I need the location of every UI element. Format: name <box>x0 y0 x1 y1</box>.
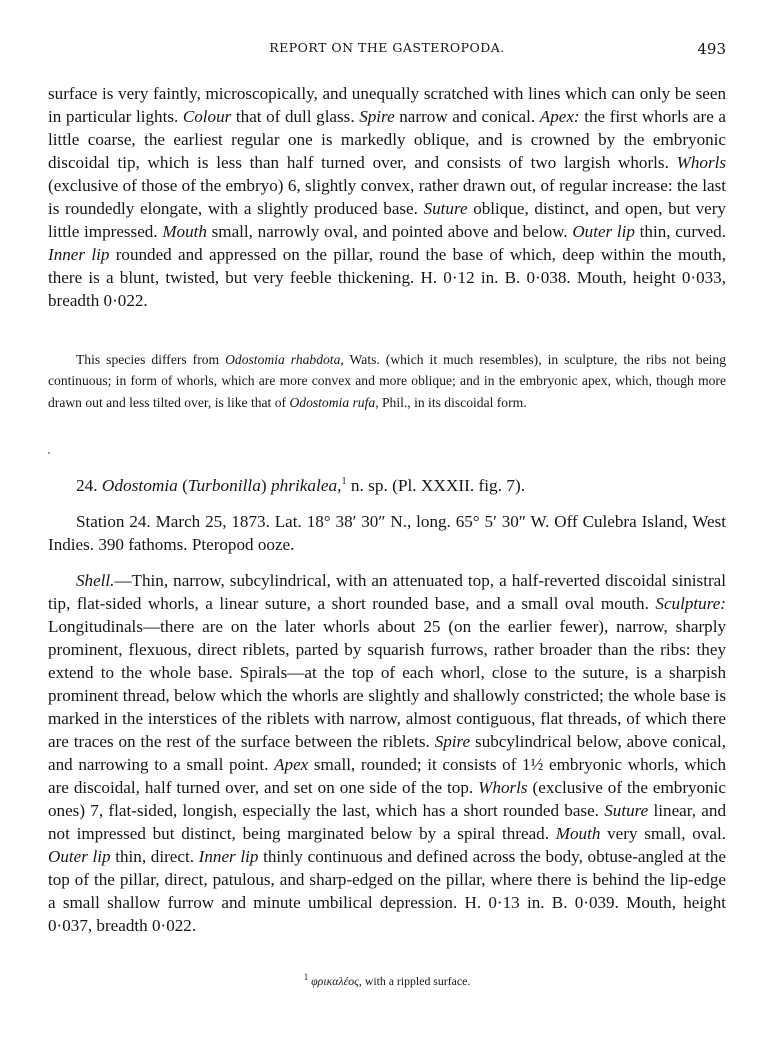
species-name: Odostomia rufa <box>289 394 376 410</box>
shell-description: Shell.—Thin, narrow, subcylindrical, with an attenuated top, a half-reverted discoidal sinistral tip, flat-sided whorls, a linear suture, a short rounded base, and a small oval mouth. Sculpture: Longitudinals—there are on the later whorls about 25 (on the earlier fewer), narrow, sharply prominent, flexuous, direct riblets, parted by squarish furrows, rather broader than the ribs: they extend to the whole base. Spirals—at the top of each whorl, close to the suture, is a sharpish prominent thread, below which the whorls are slightly and shallowly constricted; the whole base is marked in the interstices of the riblets with narrow, almost contiguous, flat threads, of which there are traces on the rest of the surface between the riblets. Spire subcylindrical below, above conical, and narrowing to a small point. Apex small, rounded; it consists of 1½ embryonic whorls, which are discoidal, half turned over, and set on one side of the top. Whorls (exclusive of the embryonic ones) 7, flat-sided, longish, especially the last, which has a short rounded base. Suture linear, and not impressed but distinct, being marginated below by a spiral thread. Mouth very small, oval. Outer lip thin, direct. Inner lip thinly continuous and defined across the body, obtuse-angled at the top of the pillar, direct, patulous, and sharp-edged on the pillar, where there is behind the lip-edge a small shallow furrow and minute umbilical depression. H. 0·13 in. B. 0·039. Mouth, height 0·037, breadth 0·022. <box>48 571 726 935</box>
shell-label: Shell. <box>76 571 115 590</box>
greek-word: φρικαλέος <box>311 973 359 988</box>
species-heading: 24. Odostomia (Turbonilla) phrikalea,$^1$ n. sp. (Pl. XXXII. fig. 7). <box>76 476 526 495</box>
page-header <box>48 40 726 62</box>
footnote: $^1$ φρικαλέος, with a rippled surface. <box>303 972 471 988</box>
species-name: Odostomia rhabdota <box>225 352 341 367</box>
mouth-label: Mouth <box>555 824 601 843</box>
spire-label: Spire <box>434 732 471 751</box>
outer-lip-label: Outer lip <box>572 222 635 241</box>
inner-lip-label: Inner lip <box>198 847 259 866</box>
suture-label: Suture <box>604 801 649 820</box>
comparison-note: This species differs from Odostomia rhabdota, Wats. (which it much resembles), in sculpture, the ribs not being continuous; in form of whorls, which are more convex and more oblique; and in the embryonic apex, which, though more drawn out and less tilted over, is like that of Odostomia rufa, Phil., in its discoidal form. <box>48 352 726 410</box>
inner-lip-label: Inner lip <box>48 245 110 264</box>
mouth-label: Mouth <box>162 222 207 241</box>
apex-label: Apex: <box>539 107 580 126</box>
description-continued: surface is very faintly, microscopically, and unequally scratched with lines which can only be seen in particular lights. Colour that of dull glass. Spire narrow and conical. Apex: the first whorls are a little coarse, the earliest regular one is markedly oblique, and is crowned by the embryonic discoidal tip, which is less than half turned over, and consists of two largish whorls. Whorls (exclusive of those of the embryo) 6, slightly convex, rather drawn out, of regular increase: the last is roundedly elongate, with a slightly produced base. Suture oblique, distinct, and open, but very little impressed. Mouth small, narrowly oval, and pointed above and below. Outer lip thin, curved. Inner lip rounded and appressed on the pillar, round the base of which, deep within the mouth, there is a blunt, twisted, but very feeble thickening. H. 0·12 in. B. 0·038. Mouth, height 0·033, breadth 0·022. <box>48 84 727 310</box>
suture-label: Suture <box>423 199 468 218</box>
colour-label: Colour <box>182 107 232 126</box>
apex-label: Apex <box>274 755 309 774</box>
whorls-label: Whorls <box>478 778 528 797</box>
page-number: 493 <box>697 40 726 58</box>
footnote-number: 1 <box>303 972 309 982</box>
stray-mark <box>48 452 50 454</box>
footnote-marker: 1 <box>341 476 347 488</box>
running-head: REPORT ON THE GASTEROPODA. <box>269 40 505 55</box>
station-record: Station 24. March 25, 1873. Lat. 18° 38′ 30″ N., long. 65° 5′ 30″ W. Off Culebra Island, West Indies. 390 fathoms. Pteropod ooze. <box>48 512 726 554</box>
outer-lip-label: Outer lip <box>48 847 111 866</box>
spire-label: Spire <box>359 107 395 126</box>
sculpture-label: Sculpture: <box>655 594 726 613</box>
whorls-label: Whorls <box>676 153 726 172</box>
